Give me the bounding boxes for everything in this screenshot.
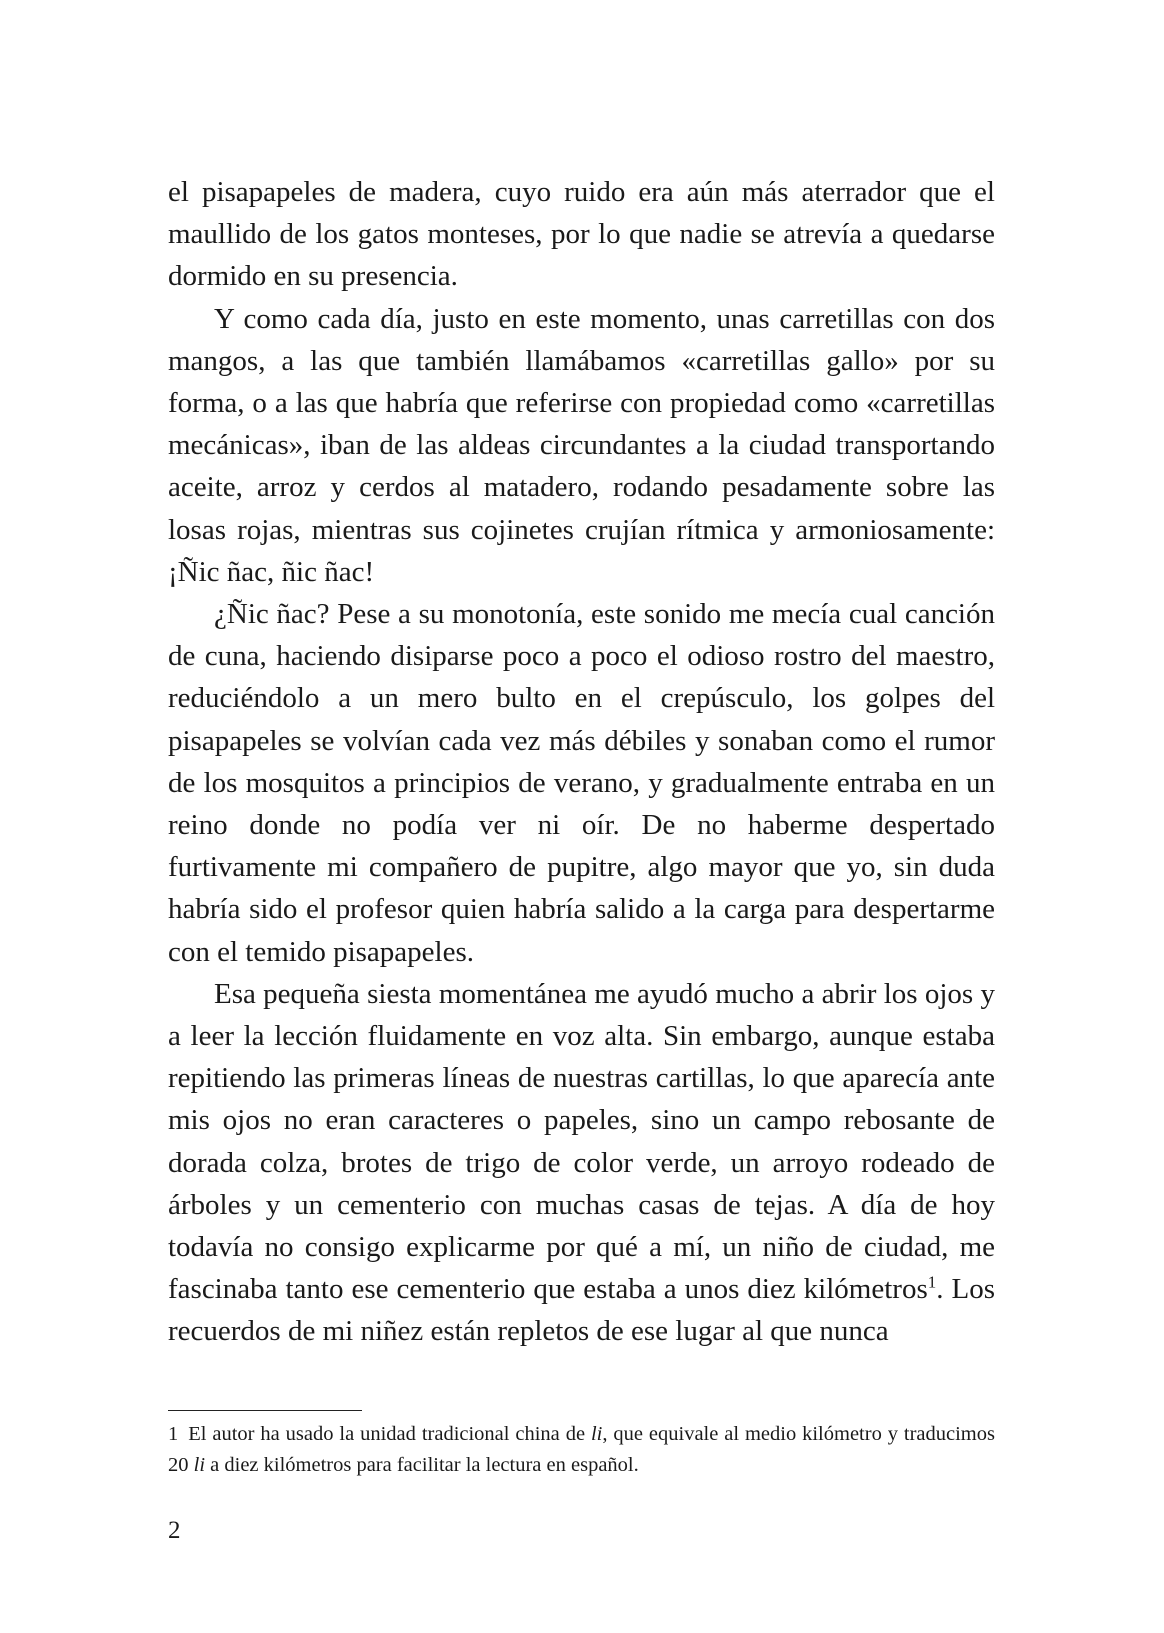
- paragraph: ¿Ñic ñac? Pese a su monotonía, este sonido me mecía cual canción de cuna, haciendo disiparse poco a poco el odioso rostro del maestro, reduciéndolo a un mero bulto en el crepúsculo, los golpes del pisapapeles se volvían cada vez más débiles y sonaban como el rumor de los mosquitos a principios de verano, y gradualmente entraba en un reino donde no podía ver ni oír. De no haberme despertado furtivamente mi compañero de pupitre, algo mayor que yo, sin duda habría sido el profesor quien habría salido a la carga para despertarme con el temido pisapapeles.: [168, 598, 995, 968]
- paragraph-text: Esa pequeña siesta momentánea me ayudó mucho a abrir los ojos y a leer la lección fluidamente en voz alta. Sin embargo, aunque estaba repitiendo las primeras líneas de nuestras cartillas, lo que aparecía ante mis ojos no eran caracteres o papeles, sino un campo rebosante de dorada colza, brotes de trigo de color verde, un arroyo rodeado de árboles y un cementerio con muchas casas de tejas. A día de hoy todavía no consigo explicarme por qué a mí, un niño de ciudad, me fascinaba tanto ese cementerio que estaba a unos diez kilómetros: [168, 977, 995, 1306]
- page-number: 2: [168, 1517, 181, 1544]
- paragraph-text: . Los recuerdos de mi niñez están repletos de ese lugar al que nunca: [168, 1273, 995, 1348]
- footnote-number: 1: [168, 1423, 179, 1445]
- footnote-reference[interactable]: 1: [927, 1272, 937, 1292]
- footnote-separator: [168, 1410, 362, 1411]
- footnote-text: , que equivale al medio kilómetro y traducimos 20: [168, 1423, 995, 1476]
- paragraph-continued: el pisapapeles de madera, cuyo ruido era aún más aterrador que el maullido de los gatos monteses, por lo que nadie se atrevía a quedarse dormido en su presencia.: [168, 176, 995, 293]
- footnote-italic-term: li: [590, 1423, 603, 1445]
- paragraph-last: [168, 973, 995, 1353]
- paragraph: Y como cada día, justo en este momento, unas carretillas con dos mangos, a las que también llamábamos «carretillas gallo» por su forma, o a las que habría que referirse con propiedad como «carretillas mecánicas», iban de las aldeas circundantes a la ciudad transportando aceite, arroz y cerdos al matadero, rodando pesadamente sobre las losas rojas, mientras sus cojinetes crujían rítmica y armoniosamente: ¡Ñic ñac, ñic ñac!: [168, 302, 995, 588]
- footnote-text: El autor ha usado la unidad tradicional china de: [188, 1423, 591, 1445]
- footnote: [168, 1419, 995, 1481]
- footnote-italic-term: li: [193, 1454, 206, 1476]
- body-text: [168, 171, 995, 1353]
- footnote-text: a diez kilómetros para facilitar la lectura en español.: [205, 1454, 639, 1476]
